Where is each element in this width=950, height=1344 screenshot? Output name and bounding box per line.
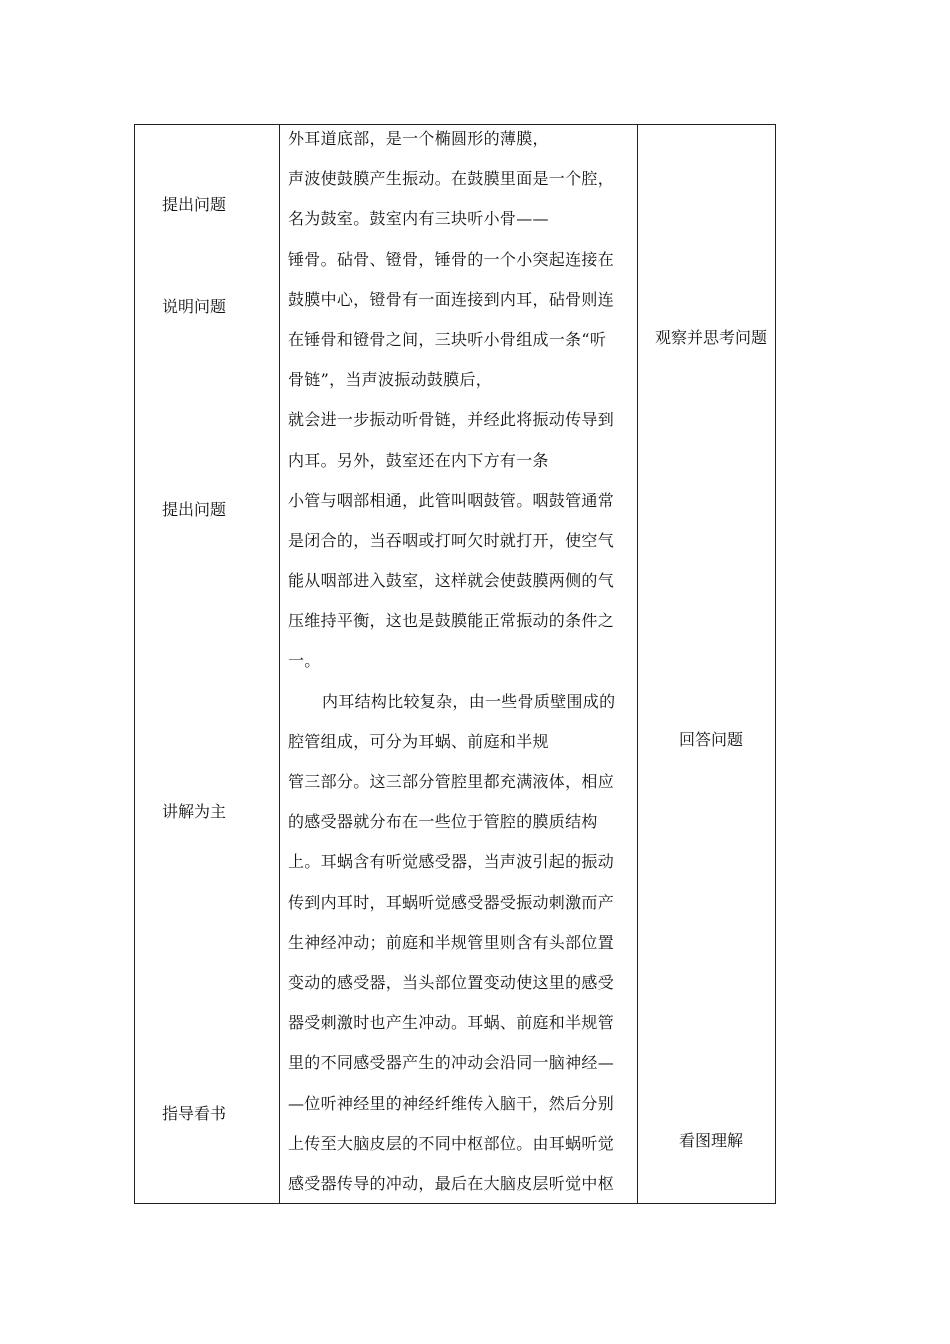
content-line: 小管与咽部相通，此管叫咽鼓管。咽鼓管通常 bbox=[288, 490, 615, 510]
teacher-activity-2: 说明问题 bbox=[162, 297, 227, 316]
content-line: —位听神经里的神经纤维传入脑干，然后分别 bbox=[288, 1093, 615, 1113]
content-line: 器受刺激时也产生冲动。耳蜗、前庭和半规管 bbox=[288, 1013, 615, 1033]
content-line: 内耳结构比较复杂，由一些骨质壁围成的 bbox=[322, 691, 616, 711]
student-activity-3: 看图理解 bbox=[678, 1131, 743, 1150]
content-line: 锤骨。砧骨、镫骨，锤骨的一个小突起连接在 bbox=[288, 249, 615, 269]
teacher-activity-4: 讲解为主 bbox=[162, 802, 227, 821]
content-line: 感受器传导的冲动，最后在大脑皮层听觉中枢 bbox=[288, 1173, 615, 1193]
content-line: 管三部分。这三部分管腔里都充满液体，相应 bbox=[288, 772, 615, 791]
content-line: 腔管组成，可分为耳蜗、前庭和半规 bbox=[288, 731, 549, 751]
student-activity-2: 回答问题 bbox=[678, 730, 743, 749]
content-line: 变动的感受器，当头部位置变动使这里的感受 bbox=[288, 972, 615, 992]
content-line: 外耳道底部，是一个椭圆形的薄膜， bbox=[288, 129, 549, 148]
teacher-activity-3: 提出问题 bbox=[162, 500, 227, 519]
content-line: 就会进一步振动听骨链，并经此将振动传导到 bbox=[288, 410, 615, 430]
column-divider-left bbox=[279, 125, 280, 1203]
content-line: 能从咽部进入鼓室，这样就会使鼓膜两侧的气 bbox=[288, 571, 615, 591]
content-line: 里的不同感受器产生的冲动会沿同一脑神经— bbox=[288, 1053, 615, 1073]
content-line: 传到内耳时，耳蜗听觉感受器受振动刺激而产 bbox=[288, 892, 615, 912]
content-line: 压维持平衡，这也是鼓膜能正常振动的条件之 bbox=[288, 611, 615, 631]
content-line: 鼓膜中心，镫骨有一面连接到内耳，砧骨则连 bbox=[288, 289, 615, 309]
content-line: 一。 bbox=[288, 651, 321, 671]
content-line: 声波使鼓膜产生振动。在鼓膜里面是一个腔， bbox=[288, 169, 615, 189]
content-line: 的感受器就分布在一些位于管腔的膜质结构 bbox=[288, 812, 598, 832]
student-activity-1: 观察并思考问题 bbox=[654, 328, 767, 347]
content-column bbox=[288, 129, 628, 1214]
teacher-activity-5: 指导看书 bbox=[162, 1104, 227, 1123]
content-line: 上传至大脑皮层的不同中枢部位。由耳蜗听觉 bbox=[288, 1133, 615, 1153]
lesson-table bbox=[134, 124, 776, 1204]
content-line: 在锤骨和镫骨之间，三块听小骨组成一条“听 bbox=[288, 329, 607, 349]
column-divider-right bbox=[637, 125, 638, 1203]
content-line: 生神经冲动；前庭和半规管里则含有头部位置 bbox=[288, 932, 615, 952]
content-line: 骨链”，当声波振动鼓膜后， bbox=[288, 370, 493, 390]
content-line: 上。耳蜗含有听觉感受器，当声波引起的振动 bbox=[288, 852, 615, 872]
content-line: 内耳。另外，鼓室还在内下方有一条 bbox=[288, 450, 549, 470]
content-line: 是闭合的，当吞咽或打呵欠时就打开，使空气 bbox=[288, 530, 615, 550]
teacher-activity-1: 提出问题 bbox=[162, 195, 227, 214]
content-line: 名为鼓室。鼓室内有三块听小骨—— bbox=[288, 209, 549, 229]
